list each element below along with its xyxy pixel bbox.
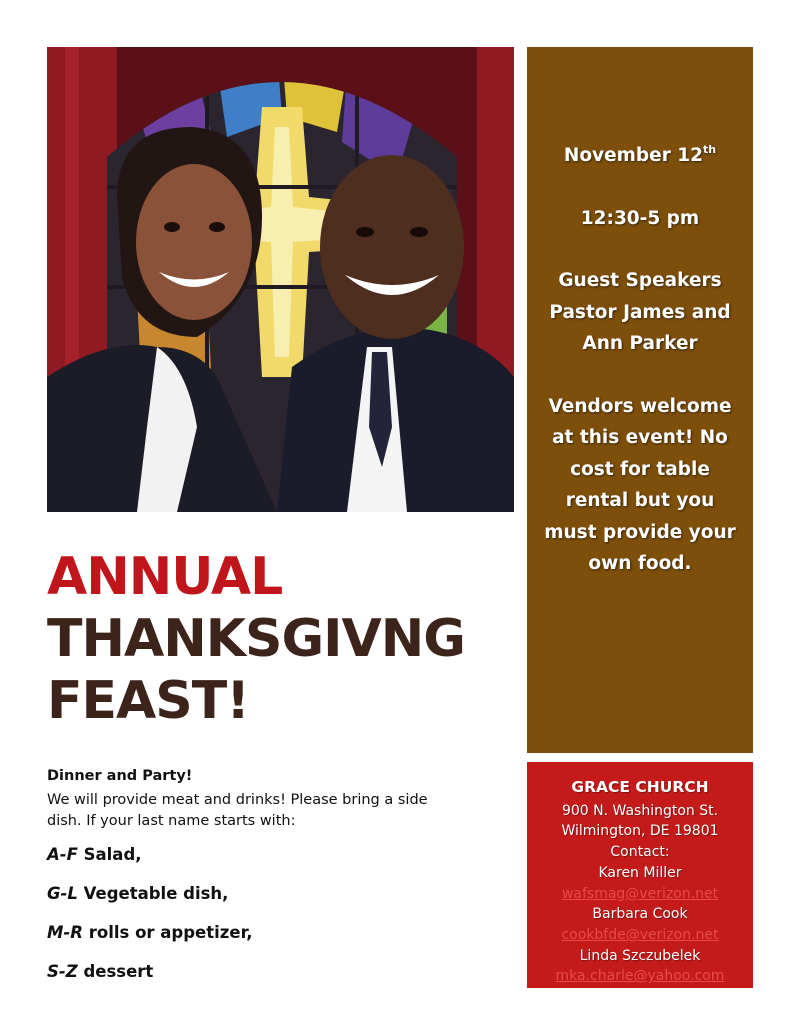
vendors-line-1: Vendors welcome — [548, 395, 732, 417]
vendors-line-5: must provide your — [544, 521, 736, 543]
speakers-line-2: Pastor James and — [549, 301, 731, 323]
dish-item: S-Z dessert — [47, 962, 154, 981]
contact-email-1[interactable]: wafsmag@verizon.net — [561, 885, 719, 902]
couple-photo — [47, 47, 514, 512]
vendors-line-4: rental but you — [565, 490, 715, 511]
church-name: GRACE CHURCH — [571, 778, 709, 796]
vendors-line-3: cost for table — [570, 458, 710, 480]
contact-email-3[interactable]: mka.charle@yahoo.com — [555, 968, 725, 985]
dish-item: G-L Vegetable dish, — [47, 884, 229, 903]
vendors-line-2: at this event! No — [552, 427, 728, 448]
vendors-line-6: own food. — [588, 553, 692, 574]
dinner-party-lead: Dinner and Party! — [47, 768, 193, 784]
headline-line-feast: FEAST! — [47, 671, 249, 731]
dish-item: M-R rolls or appetizer, — [47, 923, 253, 942]
event-date: November 12th — [563, 143, 717, 166]
contact-email-2[interactable]: cookbfde@verizon.net — [561, 926, 719, 943]
headline-line-thanksgiving: THANKSGIVNG — [47, 609, 465, 669]
contact-person-3: Linda Szczubelek — [579, 947, 701, 964]
headline-line-annual: ANNUAL — [47, 547, 283, 607]
intro-text: We will provide meat and drinks! Please bring a side dish. If your last name starts with: — [47, 792, 428, 829]
contact-label: Contact: — [610, 844, 670, 861]
event-headline — [47, 546, 517, 732]
couple-photo-illustration — [47, 47, 514, 512]
event-time: 12:30-5 pm — [580, 207, 700, 229]
dish-item: A-F Salad, — [47, 845, 142, 864]
speakers-line-3: Ann Parker — [582, 333, 698, 354]
contact-person-1: Karen Miller — [598, 864, 682, 881]
speakers-line-1: Guest Speakers — [558, 270, 722, 291]
contact-panel — [527, 762, 753, 988]
event-description — [47, 768, 487, 999]
event-details-panel — [527, 47, 753, 753]
address-line-1: 900 N. Washington St. — [561, 802, 719, 819]
contact-person-2: Barbara Cook — [592, 906, 688, 923]
address-line-2: Wilmington, DE 19801 — [561, 823, 719, 840]
